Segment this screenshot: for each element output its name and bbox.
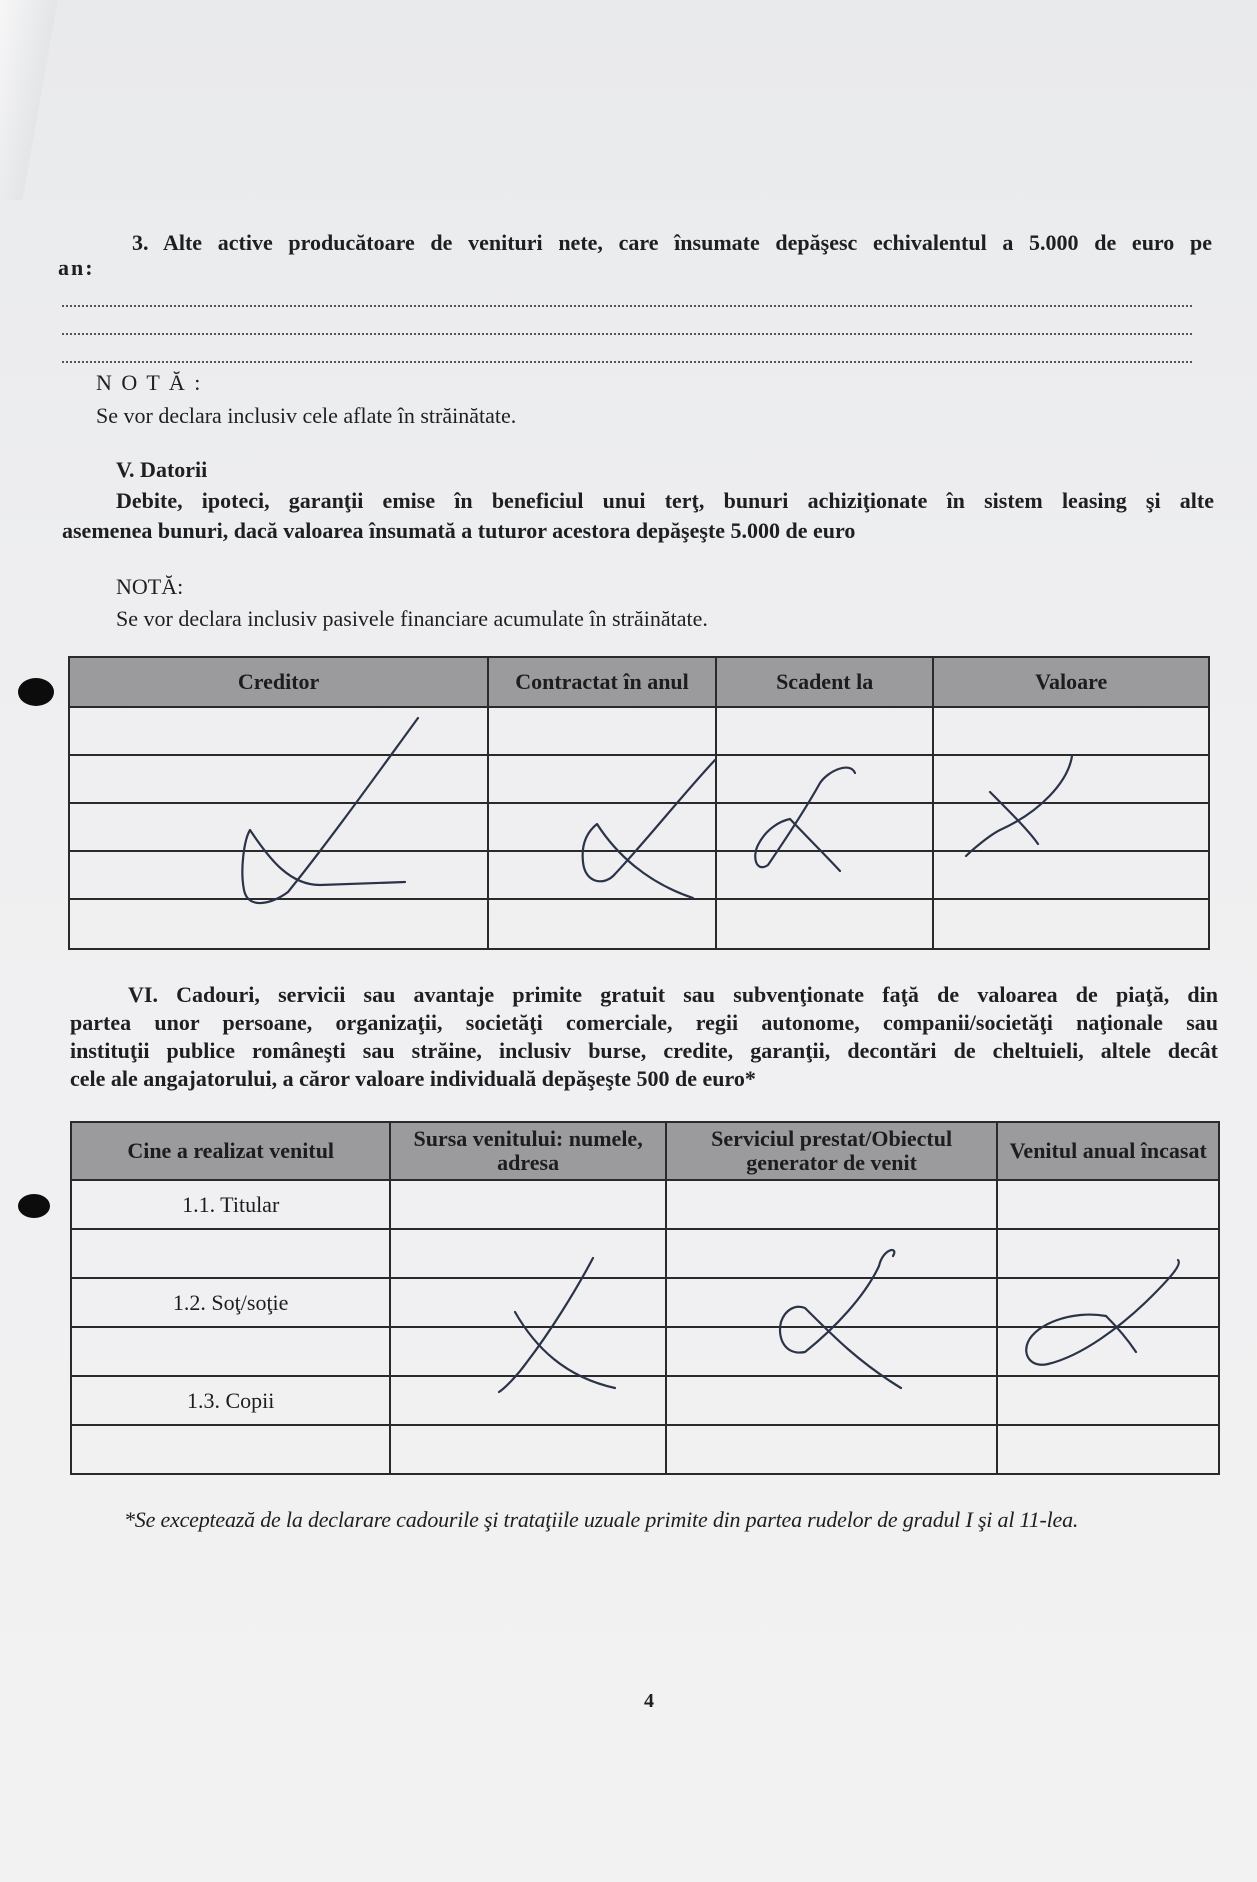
- table-cell: [71, 1327, 390, 1376]
- strike-mark: [750, 765, 870, 885]
- section3-nota-label: N O T Ă :: [96, 370, 203, 395]
- header-serviciul: Serviciul prestat/Obiectul generator de venit: [666, 1122, 998, 1180]
- strike-mark: [495, 1252, 625, 1402]
- section3-nota-text: Se vor declara inclusiv cele aflate în străinătate.: [96, 403, 517, 428]
- table-cell: [997, 1376, 1219, 1425]
- table-cell: [716, 899, 934, 949]
- table-cell: [933, 899, 1209, 949]
- header-creditor: Creditor: [69, 657, 488, 707]
- header-contractat: Contractat în anul: [488, 657, 716, 707]
- section5-nota-label: NOTĂ:: [116, 574, 184, 599]
- strike-mark: [1022, 1256, 1192, 1376]
- table-row: [71, 1180, 1219, 1229]
- section6-description-line3: instituţii publice româneşti sau străine, inclusiv burse, credite, garanţii, decontări de cheltuieli, altele decât: [70, 1038, 1218, 1063]
- table-cell: [666, 1425, 998, 1474]
- table-cell: [933, 707, 1209, 755]
- table-cell: [488, 707, 716, 755]
- punch-hole: [18, 1194, 50, 1218]
- header-venitul: Venitul anual încasat: [997, 1122, 1219, 1180]
- header-scadent: Scadent la: [716, 657, 934, 707]
- dotted-line: [62, 331, 1192, 335]
- table-cell: [997, 1180, 1219, 1229]
- section5-description-cont: asemenea bunuri, dacă valoarea însumată a tuturor acestora depăşeşte 5.000 de euro: [62, 518, 856, 543]
- strike-mark: [230, 710, 430, 910]
- table-cell: [390, 1180, 666, 1229]
- dotted-line: [62, 303, 1192, 307]
- section6-description-line4: cele ale angajatorului, a căror valoare individuală depăşeşte 500 de euro*: [70, 1066, 756, 1091]
- page-number: 4: [644, 1690, 654, 1712]
- strike-mark: [575, 752, 725, 912]
- table-cell: [666, 1180, 998, 1229]
- section5-nota-text: Se vor declara inclusiv pasivele financiare acumulate în străinătate.: [116, 606, 708, 631]
- table-cell: [71, 1425, 390, 1474]
- header-cine: Cine a realizat venitul: [71, 1122, 390, 1180]
- section3-heading: 3. Alte active producătoare de venituri nete, care însumate depăşesc echivalentul a 5.000 de euro pe: [132, 230, 1212, 255]
- table-row: [71, 1425, 1219, 1474]
- row-label-copii: 1.3. Copii: [71, 1376, 390, 1425]
- punch-hole: [18, 678, 54, 706]
- table-cell: [390, 1425, 666, 1474]
- strike-mark: [775, 1248, 915, 1398]
- dotted-line: [62, 359, 1192, 363]
- row-label-sot: 1.2. Soţ/soţie: [71, 1278, 390, 1327]
- section5-title: V. Datorii: [116, 457, 208, 482]
- table-cell: [997, 1425, 1219, 1474]
- page-fold-shadow: [0, 0, 60, 200]
- table-cell: [71, 1229, 390, 1278]
- header-sursa: Sursa venitului: numele, adresa: [390, 1122, 666, 1180]
- section6-description-line2: partea unor persoane, organizaţii, societăţi comerciale, regii autonome, companii/societăţi naţionale sau: [70, 1010, 1218, 1035]
- table-row: [71, 1376, 1219, 1425]
- header-valoare: Valoare: [933, 657, 1209, 707]
- table-cell: [716, 707, 934, 755]
- footnote: *Se exceptează de la declarare cadourile şi trataţiile uzuale primite din partea rudelor de gradul I şi al 11-lea.: [124, 1507, 1079, 1532]
- section3-heading-cont: an:: [58, 255, 95, 280]
- strike-mark: [960, 752, 1080, 872]
- row-label-titular: 1.1. Titular: [71, 1180, 390, 1229]
- section6-description: VI. Cadouri, servicii sau avantaje primite gratuit sau subvenţionate faţă de valoarea de piaţă, din: [128, 982, 1218, 1007]
- section5-description: Debite, ipoteci, garanţii emise în beneficiul unui terţ, bunuri achiziţionate în sistem leasing şi alte: [116, 488, 1214, 513]
